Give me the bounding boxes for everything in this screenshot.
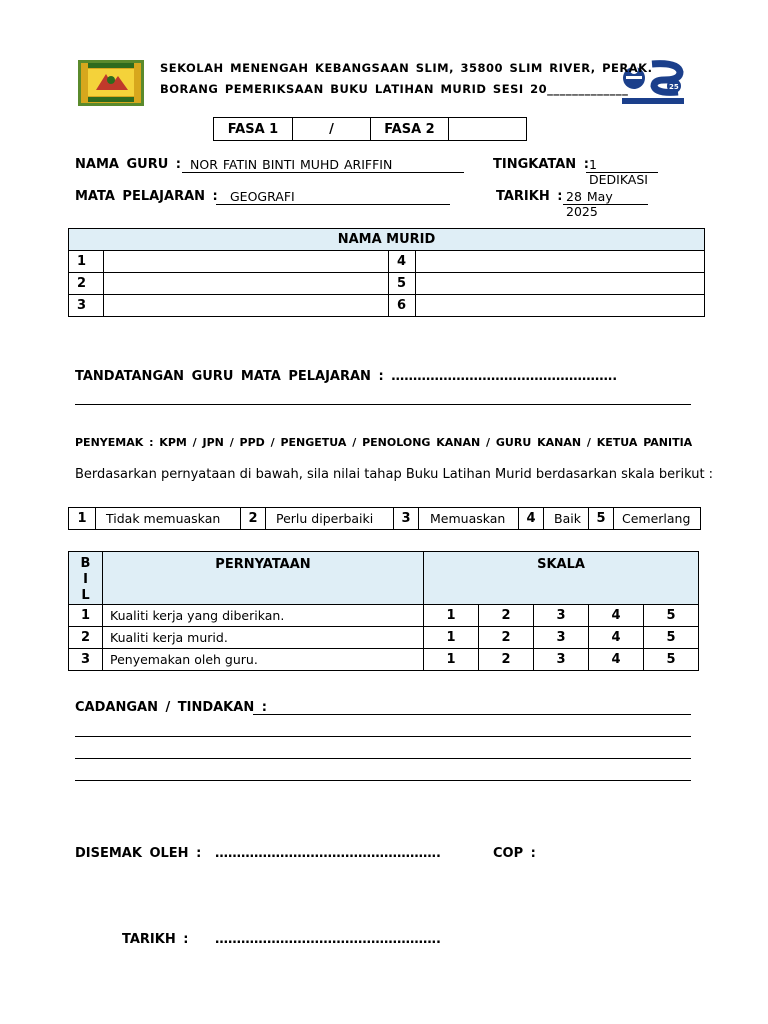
skala-legend-table (68, 507, 701, 530)
table-row (69, 649, 699, 671)
cadangan-line[interactable] (75, 736, 691, 737)
murid-name-cell[interactable] (416, 273, 705, 295)
tarikh-label: TARIKH : (496, 189, 563, 204)
legend-label: Tidak memuaskan (96, 508, 241, 530)
murid-name-cell[interactable] (416, 251, 705, 273)
fasa-table (213, 117, 527, 141)
legend-num: 2 (241, 508, 266, 530)
scale-option[interactable]: 2 (479, 649, 534, 671)
legend-label: Perlu diperbaiki (266, 508, 394, 530)
form-title (160, 82, 628, 96)
scale-option[interactable]: 2 (479, 605, 534, 627)
fasa-blank-cell[interactable] (449, 118, 527, 141)
svg-text:25: 25 (669, 83, 679, 91)
murid-number: 1 (69, 251, 104, 273)
legend-label: Baik (544, 508, 589, 530)
tingkatan-label: TINGKATAN : (493, 157, 589, 172)
scale-option[interactable]: 3 (534, 605, 589, 627)
penilaian-table (68, 551, 699, 671)
nama-murid-title: NAMA MURID (69, 229, 705, 251)
legend-num: 4 (519, 508, 544, 530)
pernyataan-text: Kualiti kerja yang diberikan. (103, 605, 424, 627)
disemak-label: DISEMAK OLEH : (75, 846, 202, 861)
scale-option[interactable]: 5 (644, 627, 699, 649)
murid-number: 5 (389, 273, 416, 295)
murid-number: 6 (389, 295, 416, 317)
row-number: 1 (69, 605, 103, 627)
bil-header: BIL (69, 552, 103, 605)
murid-name-cell[interactable] (104, 251, 389, 273)
row-number: 2 (69, 627, 103, 649)
pernyataan-header: PERNYATAAN (103, 552, 424, 605)
scale-option[interactable]: 4 (589, 627, 644, 649)
nama-murid-table (68, 228, 705, 317)
legend-num: 1 (69, 508, 96, 530)
table-row (69, 295, 705, 317)
footer-tarikh-dots[interactable]: ……………………………………………. (215, 932, 441, 947)
scale-option[interactable]: 4 (589, 649, 644, 671)
row-number: 3 (69, 649, 103, 671)
mata-pelajaran-field[interactable] (216, 189, 450, 205)
penyemak-text: PENYEMAK : KPM / JPN / PPD / PENGETUA / PENOLONG KANAN / GURU KANAN / KETUA PANITIA (75, 436, 693, 449)
scale-option[interactable]: 4 (589, 605, 644, 627)
mata-pelajaran-label: MATA PELAJARAN : (75, 189, 218, 204)
tandatangan-label: TANDATANGAN GURU MATA PELAJARAN : (75, 369, 384, 384)
tingkatan-value: 1 DEDIKASI (589, 157, 648, 187)
scale-option[interactable]: 5 (644, 605, 699, 627)
murid-number: 4 (389, 251, 416, 273)
nama-guru-value: NOR FATIN BINTI MUHD ARIFFIN (190, 157, 393, 172)
pernyataan-text: Kualiti kerja murid. (103, 627, 424, 649)
murid-name-cell[interactable] (104, 295, 389, 317)
legend-num: 3 (394, 508, 419, 530)
murid-number: 3 (69, 295, 104, 317)
scale-option[interactable]: 1 (424, 649, 479, 671)
murid-name-cell[interactable] (104, 273, 389, 295)
scale-option[interactable]: 1 (424, 605, 479, 627)
fasa-2-label: FASA 2 (371, 118, 449, 141)
cadangan-line[interactable] (75, 758, 691, 759)
table-row (69, 627, 699, 649)
scale-option[interactable]: 1 (424, 627, 479, 649)
nama-guru-field[interactable] (182, 157, 464, 173)
cadangan-line[interactable] (75, 780, 691, 781)
tandatangan-line (75, 369, 617, 384)
murid-number: 2 (69, 273, 104, 295)
footer-tarikh-label: TARIKH : (122, 932, 189, 947)
disemak-dots[interactable]: ……………………………………………. (215, 846, 441, 861)
school-name: SEKOLAH MENENGAH KEBANGSAAN SLIM, 35800 SLIM RIVER, PERAK. (160, 61, 653, 75)
fasa-slash: / (293, 118, 371, 141)
pernyataan-text: Penyemakan oleh guru. (103, 649, 424, 671)
legend-num: 5 (589, 508, 614, 530)
tarikh-field[interactable] (563, 189, 648, 219)
tarikh-value: 28 May 2025 (566, 189, 613, 219)
sesi-blank: _____________ (547, 82, 629, 96)
table-row (69, 605, 699, 627)
scale-option[interactable]: 3 (534, 649, 589, 671)
school-crest-logo (78, 60, 144, 106)
mata-pelajaran-value: GEOGRAFI (230, 189, 295, 204)
scale-option[interactable]: 2 (479, 627, 534, 649)
divider (75, 404, 691, 405)
tandatangan-dots[interactable]: ……………………………………………. (391, 369, 618, 384)
table-row (69, 273, 705, 295)
cadangan-label: CADANGAN / TINDAKAN : (75, 700, 267, 715)
table-row (69, 251, 705, 273)
cadangan-line[interactable] (253, 714, 691, 715)
scale-option[interactable]: 3 (534, 627, 589, 649)
fasa-1-label: FASA 1 (214, 118, 293, 141)
murid-name-cell[interactable] (416, 295, 705, 317)
instruction-text: Berdasarkan pernyataan di bawah, sila nilai tahap Buku Latihan Murid berdasarkan skala berikut : (75, 467, 714, 482)
form-title-text: BORANG PEMERIKSAAN BUKU LATIHAN MURID SESI 20 (160, 82, 548, 96)
tingkatan-field[interactable] (586, 157, 658, 187)
cop-label: COP : (493, 846, 536, 861)
skala-header: SKALA (424, 552, 699, 605)
scale-option[interactable]: 5 (644, 649, 699, 671)
nama-guru-label: NAMA GURU : (75, 157, 181, 172)
legend-label: Memuaskan (419, 508, 519, 530)
legend-label: Cemerlang (614, 508, 701, 530)
